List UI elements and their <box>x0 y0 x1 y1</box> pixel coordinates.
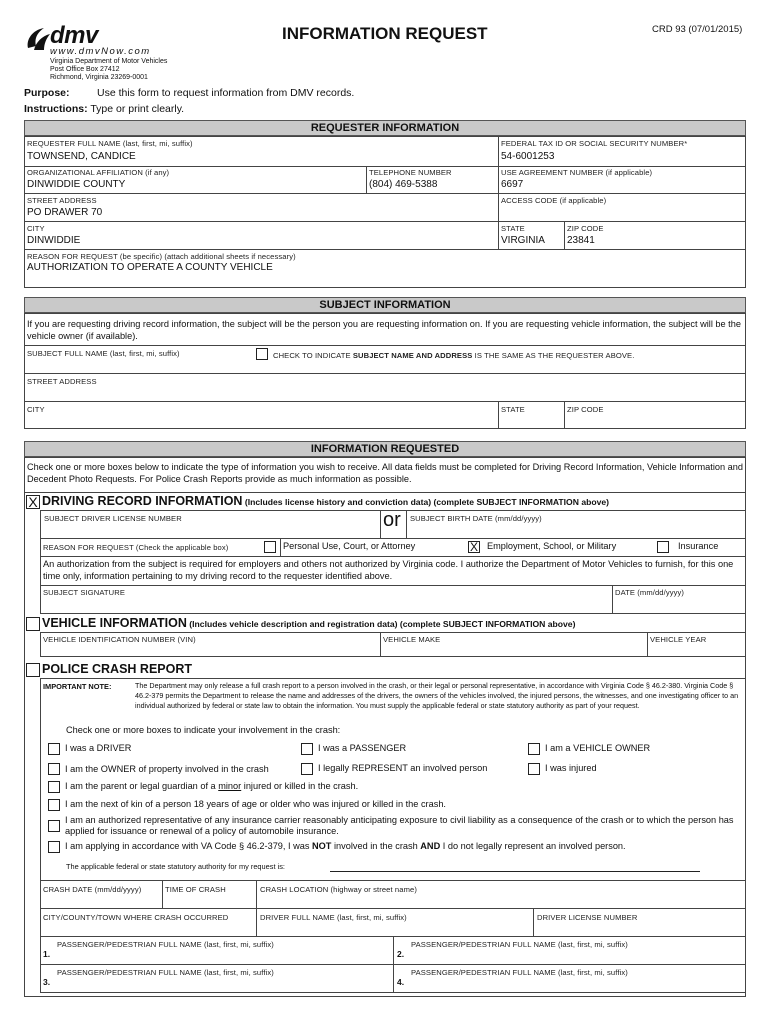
crash-report-checkbox[interactable] <box>26 663 40 677</box>
vin-label: VEHICLE IDENTIFICATION NUMBER (VIN) <box>43 635 196 644</box>
signature-date-label: DATE (mm/dd/yyyy) <box>615 588 685 597</box>
crash-insurance-rep-label: I am an authorized representative of any insurance carrier reasonably anticipating exposure to civil liability as a consequence of the crash or to which the person has applied for issuance or renewal of a policy of automobile insurance. <box>65 815 734 836</box>
tax-id-label: FEDERAL TAX ID OR SOCIAL SECURITY NUMBER* <box>501 139 688 148</box>
tax-id-field[interactable]: 54-6001253 <box>501 151 555 162</box>
crash-va-code-checkbox[interactable] <box>48 841 60 853</box>
form-id: CRD 93 (07/01/2015) <box>652 24 743 35</box>
page-title: INFORMATION REQUEST <box>282 24 488 43</box>
info-requested-heading: INFORMATION REQUESTED <box>24 441 746 457</box>
org-field[interactable]: DINWIDDIE COUNTY <box>27 179 126 190</box>
passenger-4-label: PASSENGER/PEDESTRIAN FULL NAME (last, first, mi, suffix) <box>411 968 628 977</box>
or-divider: or <box>383 509 401 531</box>
crash-vehicle-owner-checkbox[interactable] <box>528 743 540 755</box>
zip-label: ZIP CODE <box>567 224 604 233</box>
subject-heading: SUBJECT INFORMATION <box>24 297 746 313</box>
requester-name-field[interactable]: TOWNSEND, CANDICE <box>27 151 136 162</box>
crash-vehicle-owner-label: I am a VEHICLE OWNER <box>545 743 651 753</box>
crash-report-title: POLICE CRASH REPORT <box>42 662 193 676</box>
passenger-3-number: 3. <box>43 977 51 987</box>
street-field[interactable]: PO DRAWER 70 <box>27 207 103 218</box>
reason-label: REASON FOR REQUEST (be specific) (attach additional sheets if necessary) <box>27 252 296 261</box>
crash-location-label: CRASH LOCATION (highway or street name) <box>260 885 417 894</box>
phone-field[interactable]: (804) 469-5388 <box>369 179 438 190</box>
subject-birth-label: SUBJECT BIRTH DATE (mm/dd/yyyy) <box>410 514 542 523</box>
subject-city-label: CITY <box>27 405 45 414</box>
same-as-requester-label: CHECK TO INDICATE SUBJECT NAME AND ADDRESS IS THE SAME AS THE REQUESTER ABOVE. <box>273 351 635 360</box>
reason-employment-label: Employment, School, or Military <box>487 541 617 551</box>
reason-insurance-checkbox[interactable] <box>657 541 669 553</box>
crash-check-intro: Check one or more boxes to indicate your involvement in the crash: <box>66 725 341 735</box>
reason-personal-label: Personal Use, Court, or Attorney <box>283 541 416 551</box>
authority-label: The applicable federal or state statutory authority for my request is: <box>66 862 285 871</box>
crash-kin-checkbox[interactable] <box>48 799 60 811</box>
crash-property-owner-checkbox[interactable] <box>48 763 60 775</box>
crash-date-label: CRASH DATE (mm/dd/yyyy) <box>43 885 142 894</box>
requester-name-label: REQUESTER FULL NAME (last, first, mi, suffix) <box>27 139 193 148</box>
agency-address-1: Post Office Box 27412 <box>50 66 120 73</box>
logo-text: dmv <box>50 22 98 49</box>
access-code-label: ACCESS CODE (if applicable) <box>501 196 607 205</box>
use-agreement-label: USE AGREEMENT NUMBER (if applicable) <box>501 168 653 177</box>
crash-time-label: TIME OF CRASH <box>165 885 226 894</box>
driving-reason-label: REASON FOR REQUEST (Check the applicable box) <box>43 543 229 552</box>
crash-property-owner-label: I am the OWNER of property involved in the crash <box>65 764 269 774</box>
org-label: ORGANIZATIONAL AFFILIATION (if any) <box>27 168 170 177</box>
vehicle-info-checkbox[interactable] <box>26 617 40 631</box>
phone-label: TELEPHONE NUMBER <box>369 168 452 177</box>
purpose-text: Use this form to request information from DMV records. <box>97 87 355 99</box>
passenger-3-label: PASSENGER/PEDESTRIAN FULL NAME (last, first, mi, suffix) <box>57 968 274 977</box>
reason-employment-checkbox[interactable]: X <box>469 540 478 554</box>
crash-driver-label: I was a DRIVER <box>65 743 132 753</box>
agency-address-2: Richmond, Virginia 23269-0001 <box>50 74 148 81</box>
subject-license-label: SUBJECT DRIVER LICENSE NUMBER <box>44 514 182 523</box>
authorization-text: An authorization from the subject is required for employers and others not authorized by Virginia code. I authorize the Department of Motor Vehicles to furnish, for this one time only, information pertaining to my driving record to the requester identified above. <box>43 559 734 581</box>
subject-street-label: STREET ADDRESS <box>27 377 97 386</box>
crash-kin-label: I am the next of kin of a person 18 years of age or older who was injured or killed in the crash. <box>65 799 446 809</box>
reason-insurance-label: Insurance <box>678 541 719 551</box>
vehicle-info-title: VEHICLE INFORMATION (Includes vehicle description and registration data) (complete SUBJECT INFORMATION above) <box>42 616 576 630</box>
subject-state-label: STATE <box>501 405 525 414</box>
info-requested-intro: Check one or more boxes below to indicate the type of information you wish to receive. All data fields must be completed for Driving Record Information, Vehicle Information and Decedent Photo Requests. For Police Crash Reports provide as much information as possible. <box>27 462 743 484</box>
purpose-line <box>24 87 355 99</box>
passenger-1-number: 1. <box>43 949 51 959</box>
street-label: STREET ADDRESS <box>27 196 97 205</box>
crash-city-label: CITY/COUNTY/TOWN WHERE CRASH OCCURRED <box>43 913 229 922</box>
subject-name-label: SUBJECT FULL NAME (last, first, mi, suffix) <box>27 349 180 358</box>
crash-driver-name-label: DRIVER FULL NAME (last, first, mi, suffix) <box>260 913 407 922</box>
vehicle-year-label: VEHICLE YEAR <box>650 635 707 644</box>
crash-driver-checkbox[interactable] <box>48 743 60 755</box>
same-as-requester-checkbox[interactable] <box>256 348 268 360</box>
passenger-4-number: 4. <box>397 977 405 987</box>
logo-url: www.dmvNow.com <box>50 46 151 57</box>
driving-record-title: DRIVING RECORD INFORMATION (Includes license history and conviction data) (complete SUBJECT INFORMATION above) <box>42 494 610 508</box>
use-agreement-field[interactable]: 6697 <box>501 179 524 190</box>
important-note-label: IMPORTANT NOTE: <box>43 682 112 691</box>
crash-passenger-label: I was a PASSENGER <box>318 743 407 753</box>
dmv-logo <box>24 24 194 82</box>
passenger-2-label: PASSENGER/PEDESTRIAN FULL NAME (last, first, mi, suffix) <box>411 940 628 949</box>
crash-injured-label: I was injured <box>545 763 597 773</box>
purpose-label: Purpose: <box>24 87 70 99</box>
crash-injured-checkbox[interactable] <box>528 763 540 775</box>
driving-record-checkbox[interactable]: X <box>26 495 40 509</box>
instructions-line <box>24 103 184 115</box>
subject-zip-label: ZIP CODE <box>567 405 604 414</box>
crash-insurance-rep-checkbox[interactable] <box>48 820 60 832</box>
reason-personal-checkbox[interactable] <box>264 541 276 553</box>
dmv-swoosh-icon <box>24 26 52 52</box>
crash-represent-checkbox[interactable] <box>301 763 313 775</box>
crash-parent-label: I am the parent or legal guardian of a minor injured or killed in the crash. <box>65 781 359 791</box>
zip-field[interactable]: 23841 <box>567 235 595 246</box>
instructions-label: Instructions: <box>24 103 88 115</box>
subject-intro: If you are requesting driving record information, the subject will be the person you are requesting information on. If you are requesting vehicle information, the subject will be the vehicle owner (if available). <box>27 319 741 341</box>
crash-driver-license-label: DRIVER LICENSE NUMBER <box>537 913 638 922</box>
crash-passenger-checkbox[interactable] <box>301 743 313 755</box>
city-field[interactable]: DINWIDDIE <box>27 235 81 246</box>
vehicle-make-label: VEHICLE MAKE <box>383 635 441 644</box>
reason-field[interactable]: AUTHORIZATION TO OPERATE A COUNTY VEHICLE <box>27 262 273 273</box>
authority-input-line[interactable] <box>330 871 700 872</box>
crash-va-code-label: I am applying in accordance with VA Code § 46.2-379, I was NOT involved in the crash AND I do not legally represent an involved person. <box>65 841 626 851</box>
agency-name: Virginia Department of Motor Vehicles <box>50 58 168 65</box>
crash-parent-checkbox[interactable] <box>48 781 60 793</box>
state-field[interactable]: VIRGINIA <box>501 235 545 246</box>
crash-represent-label: I legally REPRESENT an involved person <box>318 763 488 773</box>
instructions-text: Type or print clearly. <box>90 103 185 115</box>
passenger-2-number: 2. <box>397 949 405 959</box>
important-note-text: The Department may only release a full crash report to a person involved in the crash, or their legal or personal representative, in accordance with Virginia Code § 46.2-380. Virginia Code § 46.2-379 permits the Department to release the name and addresses of the drivers, the owners of the vehicles involved, the injured persons, the witnesses, and one investigating officer to an individual authorized by federal or state law to obtain the information. You must supply the applicable federal or state statutory authority as part of your request. <box>135 681 739 711</box>
subject-signature-label: SUBJECT SIGNATURE <box>43 588 126 597</box>
requester-heading: REQUESTER INFORMATION <box>24 120 746 136</box>
passenger-1-label: PASSENGER/PEDESTRIAN FULL NAME (last, first, mi, suffix) <box>57 940 274 949</box>
city-label: CITY <box>27 224 45 233</box>
state-label: STATE <box>501 224 525 233</box>
